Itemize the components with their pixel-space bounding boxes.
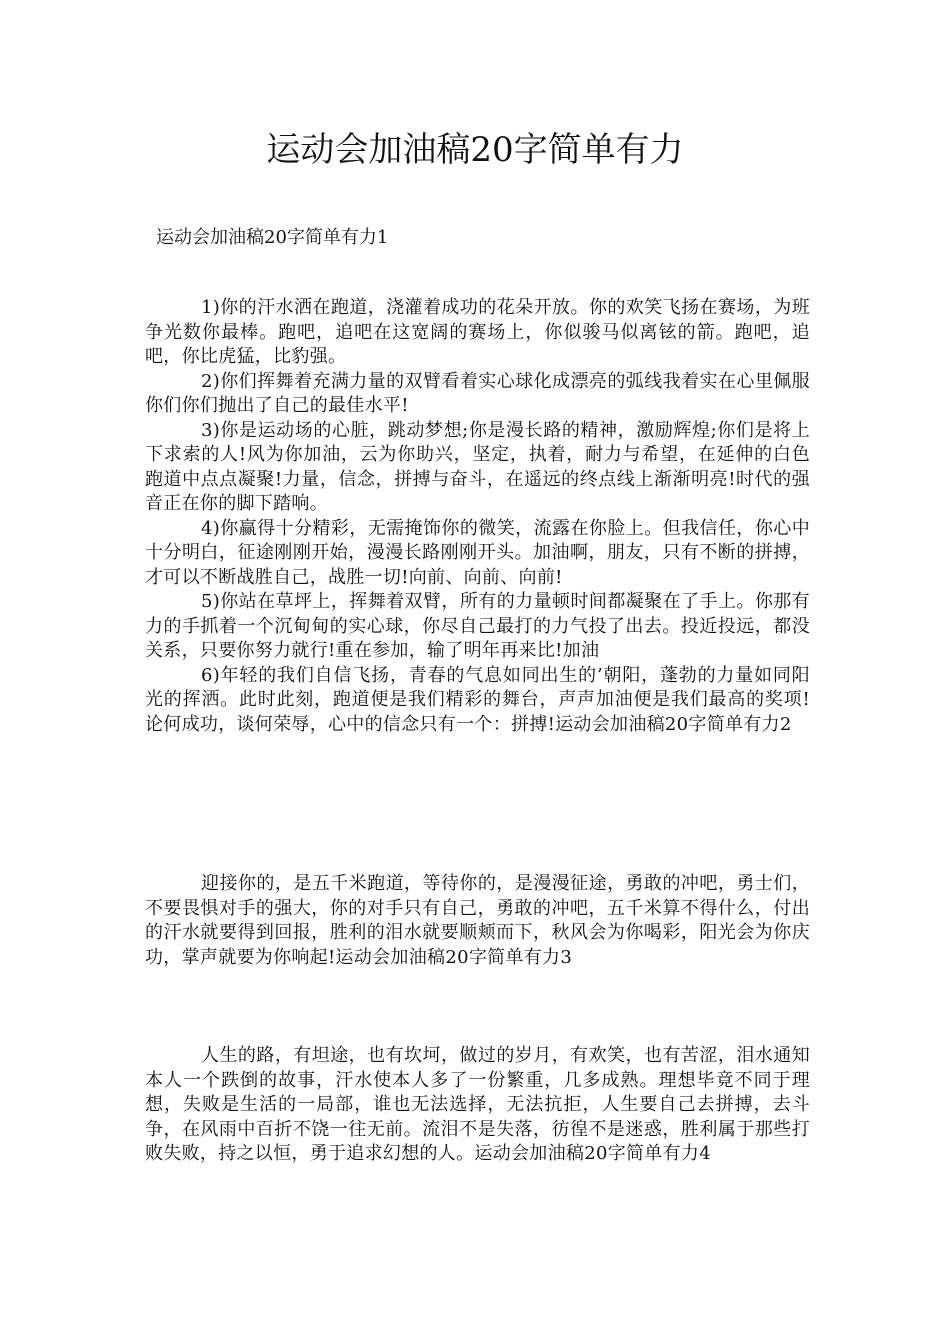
paragraph-5: 5)你站在草坪上，挥舞着双臂，所有的力量顿时间都凝聚在了手上。你那有力的手抓着一个沉甸甸的实心球，你尽自己最打的力气投了出去。投近投远，都没关系，只要你努力就行!重在参加，输了明年再来比!加油 [145, 591, 810, 661]
paragraph-4: 4)你赢得十分精彩，无需掩饰你的微笑，流露在你脸上。但我信任，你心中十分明白，征途刚刚开始，漫漫长路刚刚开头。加油啊，朋友，只有不断的拼搏，才可以不断战胜自己，战胜一切!向前、向前、向前! [145, 517, 810, 588]
section-1 [145, 296, 810, 737]
section-heading: 运动会加油稿20字简单有力1 [156, 227, 389, 248]
paragraph-1: 1)你的汗水洒在跑道，浇灌着成功的花朵开放。你的欢笑飞扬在赛场，为班争光数你最棒。跑吧，追吧在这宽阔的赛场上，你似骏马似离铉的箭。跑吧，追吧，你比虎猛，比豹强。 [145, 297, 810, 367]
paragraph-2: 2)你们挥舞着充满力量的双臂看着实心球化成漂亮的弧线我着实在心里佩服你们你们抛出了自己的最佳水平! [145, 370, 810, 416]
paragraph-section-3: 人生的路，有坦途，也有坎坷，做过的岁月，有欢笑，也有苦涩，泪水通知本人一个跌倒的故事，汗水使本人多了一份繁重，几多成熟。理想毕竟不同于理想，失败是生活的一局部，谁也无法选择，无法抗拒，人生要自己去拼搏，去斗争，在风雨中百折不饶一往无前。流泪不是失落，彷徨不是迷惑，胜利属于那些打败失败，持之以恒，勇于追求幻想的人。运动会加油稿20字简单有力4 [145, 1045, 810, 1164]
section-3 [145, 1044, 810, 1167]
paragraph-3: 3)你是运动场的心脏，跳动梦想;你是漫长路的精神，激励辉煌;你们是将上下求索的人!风为你加油，云为你助兴，坚定，执着，耐力与希望，在延伸的白色跑道中点点凝聚!力量，信念，拼搏与奋斗，在遥远的终点线上渐渐明亮!时代的强音正在你的脚下踏响。 [145, 419, 810, 514]
section-2 [145, 872, 810, 970]
paragraph-section-2: 迎接你的，是五千米跑道，等待你的，是漫漫征途，勇敢的冲吧，勇士们，不要畏惧对手的强大，你的对手只有自己，勇敢的冲吧，五千米算不得什么，付出的汗水就要得到回报，胜利的泪水就要顺颊而下，秋风会为你喝彩，阳光会为你庆功，掌声就要为你响起!运动会加油稿20字简单有力3 [145, 873, 810, 968]
document-title: 运动会加油稿20字简单有力 [266, 130, 684, 170]
paragraph-6: 6)年轻的我们自信飞扬，青春的气息如同出生的’朝阳，蓬勃的力量如同阳光的挥洒。此时此刻，跑道便是我们精彩的舞台，声声加油便是我们最高的奖项!论何成功，谈何荣辱，心中的信念只有一个：拼搏!运动会加油稿20字简单有力2 [145, 664, 810, 735]
